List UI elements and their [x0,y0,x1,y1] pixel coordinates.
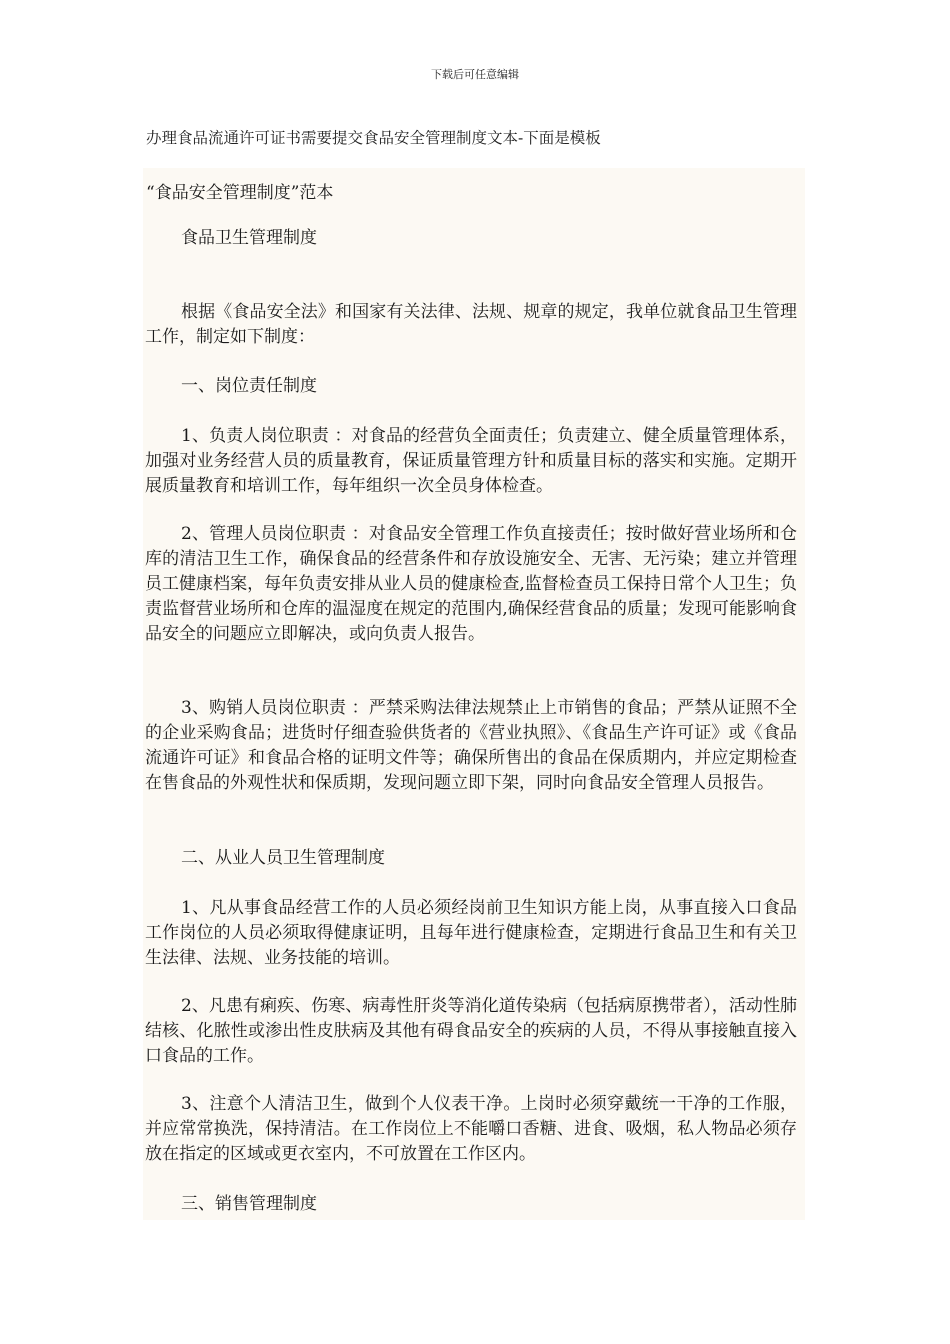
main-heading: 食品卫生管理制度 [181,228,317,248]
intro-line: 办理食品流通许可证书需要提交食品安全管理制度文本-下面是模板 [146,129,601,147]
section-2-paragraph-1: 1、凡从事食品经营工作的人员必须经岗前卫生知识方能上岗，从事直接入口食品工作岗位的人员必须取得健康证明，且每年进行健康检查，定期进行食品卫生和有关卫生法律、法规、业务技能的培训。 [145,898,797,968]
section-2-paragraph-3: 3、注意个人清洁卫生，做到个人仪表干净。上岗时必须穿戴统一干净的工作服，并应常常换洗，保持清洁。在工作岗位上不能嚼口香糖、进食、吸烟，私人物品必须存放在指定的区域或更衣室内，不可放置在工作区内。 [145,1094,797,1164]
section-1-heading: 一、岗位责任制度 [181,376,317,396]
section-2-paragraph-2: 2、凡患有痢疾、伤寒、病毒性肝炎等消化道传染病（包括病原携带者），活动性肺结核、化脓性或渗出性皮肤病及其他有碍食品安全的疾病的人员，不得从事接触直接入口食品的工作。 [145,996,797,1066]
section-3-heading: 三、销售管理制度 [181,1194,317,1214]
section-1-paragraph-2: 2、管理人员岗位职责 ：对食品安全管理工作负直接责任；按时做好营业场所和仓库的清洁卫生工作，确保食品的经营条件和存放设施安全、无害、无污染；建立并管理员工健康档案，每年负责安排从业人员的健康检查,监督检查员工保持日常个人卫生；负责监督营业场所和仓库的温湿度在规定的范围内,确保经营食品的质量；发现可能影响食品安全的问题应立即解决，或向负责人报告。 [145,524,797,644]
document-title: “食品安全管理制度”范本 [146,183,334,203]
header-note: 下载后可任意编辑 [431,68,519,81]
document-content [143,168,805,1220]
section-1-paragraph-3: 3、购销人员岗位职责 ：严禁采购法律法规禁止上市销售的食品；严禁从证照不全的企业采购食品；进货时仔细查验供货者的《营业执照》、《食品生产许可证》或《食品流通许可证》和食品合格的证明文件等；确保所售出的食品在保质期内，并应定期检查在售食品的外观性状和保质期，发现问题立即下架，同时向食品安全管理人员报告。 [145,698,797,793]
preamble-paragraph: 根据《食品安全法》和国家有关法律、法规、规章的规定，我单位就食品卫生管理工作，制定如下制度： [145,302,797,347]
section-1-paragraph-1: 1、负责人岗位职责 ：对食品的经营负全面责任；负责建立、健全质量管理体系，加强对业务经营人员的质量教育，保证质量管理方针和质量目标的落实和实施。定期开展质量教育和培训工作，每年组织一次全员身体检查。 [145,426,797,496]
section-2-heading: 二、从业人员卫生管理制度 [181,848,385,868]
